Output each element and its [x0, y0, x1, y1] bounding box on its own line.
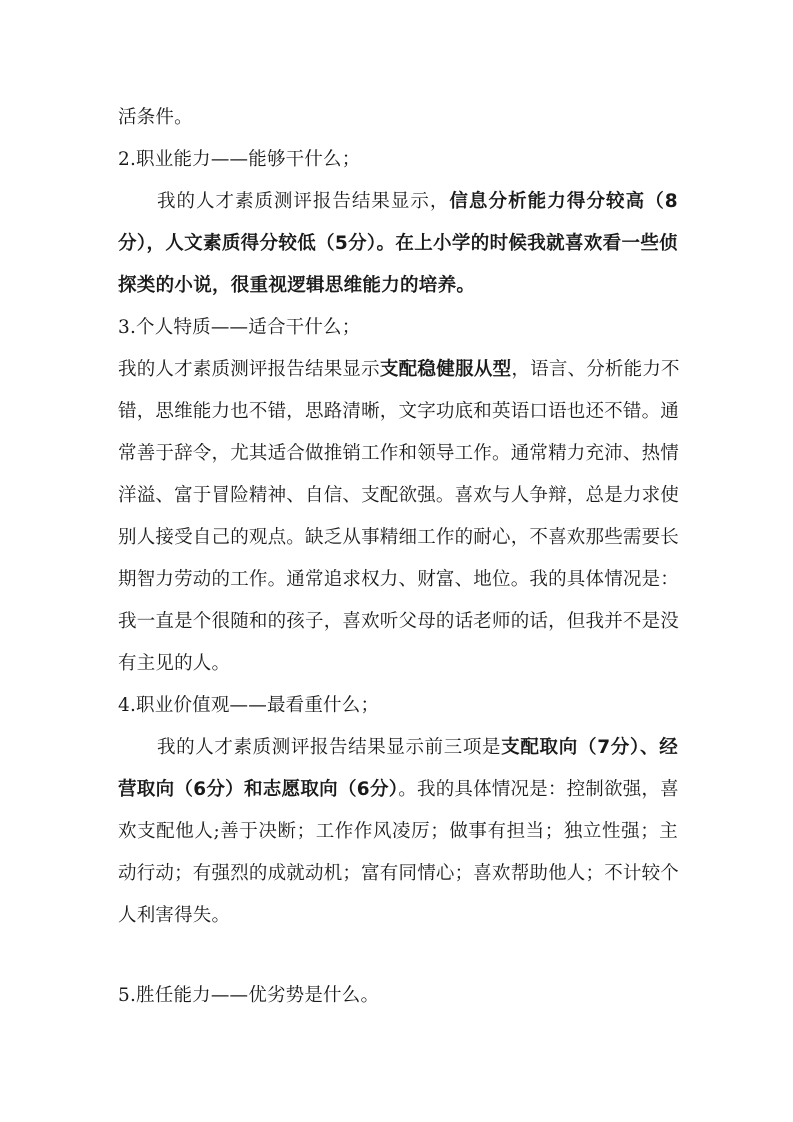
heading-text: 3.个人特质——适合干什么； — [118, 317, 361, 338]
text-segment: 活条件。 — [118, 107, 193, 128]
text-line — [157, 735, 678, 761]
text-segment: 人利害得失。 — [118, 905, 231, 926]
text-line — [118, 777, 678, 803]
text-line — [157, 189, 678, 215]
text-segment: ，语言、分析能力不 — [511, 359, 680, 380]
text-line — [118, 819, 678, 845]
text-line — [118, 567, 678, 593]
text-segment: 有主见的人。 — [118, 653, 231, 674]
bold-segment: 支配取向（7分）、经 — [501, 737, 679, 758]
heading-text: 4.职业价值观——最看重什么； — [118, 695, 380, 716]
text-line — [118, 231, 678, 257]
text-segment: 。我的具体情况是：控制欲强，喜 — [398, 779, 679, 800]
text-line — [118, 357, 678, 383]
text-line — [118, 903, 678, 929]
text-segment: 期智力劳动的工作。通常追求权力、财富、地位。我的具体情况是： — [118, 569, 680, 590]
text-segment: 我一直是个很随和的孩子，喜欢听父母的话老师的话，但我并不是没 — [118, 611, 680, 632]
heading-text: 2.职业能力——能够干什么； — [118, 149, 361, 170]
bold-segment: 信息分析能力得分较高（8 — [449, 191, 678, 212]
text-segment: 动行动；有强烈的成就动机；富有同情心；喜欢帮助他人；不计较个 — [118, 863, 680, 884]
bold-segment: 营取向（6分）和志愿取向（6分） — [118, 779, 399, 800]
text-line — [118, 441, 678, 467]
text-segment: 洋溢、富于冒险精神、自信、支配欲强。喜欢与人争辩，总是力求使 — [118, 485, 680, 506]
bold-segment: 分），人文素质得分较低（5分）。在上小学的时候我就喜欢看一些侦 — [118, 233, 678, 254]
text-segment: 我的人才素质测评报告结果显示 — [118, 359, 380, 380]
text-line — [118, 609, 678, 635]
text-line — [118, 861, 678, 887]
text-line — [118, 273, 678, 299]
text-segment: 我的人才素质测评报告结果显示前三项是 — [157, 737, 502, 758]
text-segment: 错，思维能力也不错，思路清晰，文字功底和英语口语也还不错。通 — [118, 401, 680, 422]
text-line — [118, 483, 678, 509]
text-segment: 别人接受自己的观点。缺乏从事精细工作的耐心，不喜欢那些需要长 — [118, 527, 680, 548]
text-line — [118, 525, 678, 551]
section-heading-3 — [118, 315, 678, 341]
text-segment: 欢支配他人;善于决断；工作作风凌厉；做事有担当；独立性强；主 — [118, 821, 678, 842]
text-line — [118, 105, 678, 131]
text-segment: 我的人才素质测评报告结果显示， — [157, 191, 450, 212]
section-heading-2 — [118, 147, 678, 173]
text-segment: 常善于辞令，尤其适合做推销工作和领导工作。通常精力充沛、热情 — [118, 443, 680, 464]
bold-segment: 支配稳健服从型 — [379, 359, 512, 380]
heading-text: 5.胜任能力——优劣势是什么。 — [118, 985, 380, 1006]
bold-segment: 探类的小说，很重视逻辑思维能力的培养。 — [118, 275, 476, 296]
text-line — [118, 399, 678, 425]
text-line — [118, 651, 678, 677]
section-heading-5 — [118, 983, 678, 1009]
section-heading-4 — [118, 693, 678, 719]
